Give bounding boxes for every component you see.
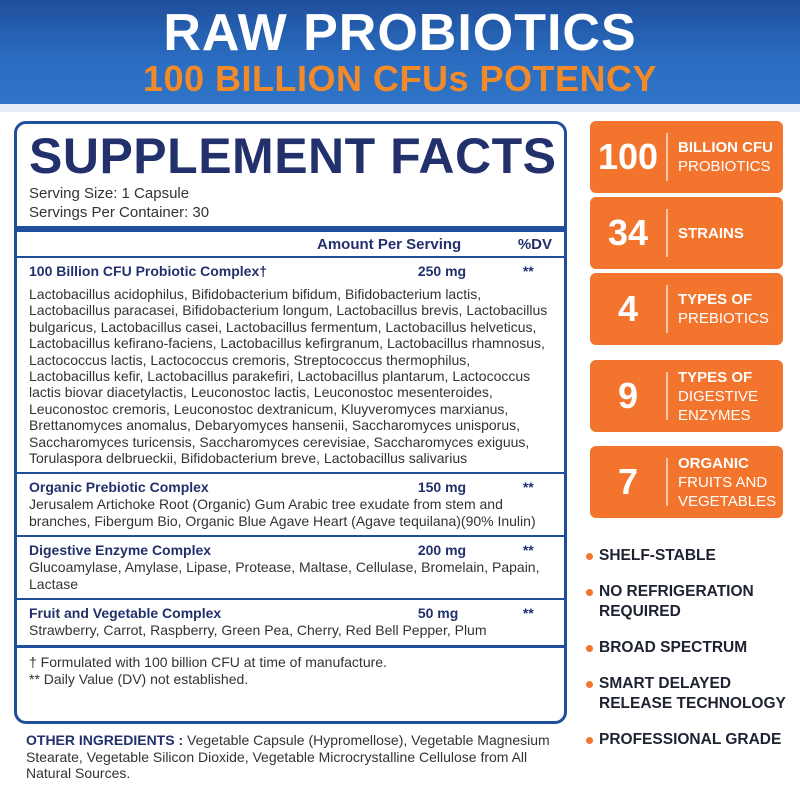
header-divider bbox=[0, 104, 800, 112]
amount-header: Amount Per Serving bbox=[317, 235, 462, 253]
stat-number: 4 bbox=[617, 288, 639, 329]
feature-item bbox=[586, 582, 796, 622]
product-subtitle: 100 BILLION CFUs POTENCY bbox=[142, 58, 658, 99]
product-title: RAW PROBIOTICS bbox=[163, 4, 637, 62]
row-name: Digestive Enzyme Complex bbox=[29, 542, 212, 559]
stat-label-bold: TYPES OF bbox=[678, 368, 753, 386]
stat-label-bold: ORGANIC bbox=[678, 454, 749, 472]
stat-box-enzymes bbox=[590, 360, 783, 432]
row-ingredients: Lactobacillus acidophilus, Bifidobacterium bifidum, Bifidobacterium lactis, Lactobacillus paracasei, Bifidobacterium longum, Lactobacillus brevis, Lactobacillus bulgaricus, Lactobacillus casei, Lactobacillus fermentum, Lactobacillus helveticus, Lactobacillus kefirano-faciens, Lactobacillus kefirgranum, Lactobacillus rhamnosus, Lactococcus lactis, Lactococcus cremoris, Streptococcus thermophilus, Lactobacillus kefir, Lactobacillus parakefiri, Lactobacillus plantarum, Lactococcus lactis biovar diacetylactis, Leuconostoc lactis, Leuconostoc mesenteroides, Leuconostoc cremoris, Leuconostoc dextranicum, Kluyveromyces marxianus, Brettanomyces anomalus, Debaryomyces hansenii, Saccharomyces unisporus, Saccharomyces turicensis, Saccharomyces cerevisiae, Saccharomyces exiguus, Torulaspora delbrueckii, Bifidobacterium breve, Lactobacillus salivarius bbox=[29, 286, 548, 467]
row-ingredients: Strawberry, Carrot, Raspberry, Green Pea, Cherry, Red Bell Pepper, Plum bbox=[29, 622, 487, 639]
stat-box-fruits bbox=[590, 446, 783, 518]
facts-divider bbox=[17, 472, 564, 474]
supplement-facts-panel bbox=[14, 121, 567, 724]
facts-divider bbox=[17, 256, 564, 258]
bullet-icon bbox=[586, 645, 593, 652]
bullet-icon bbox=[586, 681, 593, 688]
stat-label: DIGESTIVE ENZYMES bbox=[678, 387, 759, 424]
other-ingredients-label: OTHER INGREDIENTS : bbox=[26, 732, 184, 748]
servings-per-container: Servings Per Container: 30 bbox=[29, 204, 210, 221]
row-dv: ** bbox=[522, 542, 534, 559]
stat-label: FRUITS AND VEGETABLES bbox=[678, 473, 777, 510]
bullet-icon bbox=[586, 737, 593, 744]
stat-number: 100 bbox=[597, 136, 659, 177]
row-amount: 200 mg bbox=[417, 542, 467, 559]
row-ingredients: Jerusalem Artichoke Root (Organic) Gum Arabic tree exudate from stem and branches, Fibergum Bio, Organic Blue Agave Heart (Agave tequilana)(90% Inulin) bbox=[29, 496, 536, 529]
feature-text: SMART DELAYED RELEASE TECHNOLOGY bbox=[599, 675, 786, 712]
row-ingredients: Glucoamylase, Amylase, Lipase, Protease, Maltase, Cellulase, Bromelain, Papain, Lactase bbox=[29, 559, 540, 592]
stat-label-bold: STRAINS bbox=[678, 224, 744, 242]
footnote-dv: ** Daily Value (DV) not established. bbox=[29, 670, 249, 687]
feature-text: SHELF-STABLE bbox=[599, 547, 716, 564]
row-amount: 50 mg bbox=[417, 605, 459, 622]
facts-row bbox=[29, 541, 552, 598]
serving-size: Serving Size: 1 Capsule bbox=[29, 185, 190, 202]
facts-divider bbox=[17, 598, 564, 600]
row-amount: 150 mg bbox=[417, 479, 467, 496]
feature-item bbox=[586, 638, 796, 658]
row-dv: ** bbox=[522, 605, 534, 622]
stat-number: 7 bbox=[617, 461, 639, 502]
facts-row bbox=[29, 262, 552, 472]
facts-row bbox=[29, 604, 552, 644]
stat-label: PREBIOTICS bbox=[678, 310, 769, 327]
stat-label-bold: BILLION CFU bbox=[678, 139, 773, 156]
dv-header: %DV bbox=[517, 235, 552, 253]
header-banner bbox=[0, 0, 800, 104]
facts-row bbox=[29, 478, 552, 535]
stat-number: 34 bbox=[607, 212, 649, 253]
stat-number: 9 bbox=[617, 375, 639, 416]
stat-label: PROBIOTICS bbox=[678, 158, 771, 175]
footnote-cfu: † Formulated with 100 billion CFU at time of manufacture. bbox=[29, 653, 387, 670]
stat-box-cfu bbox=[590, 121, 783, 193]
row-dv: ** bbox=[522, 263, 534, 279]
footnotes bbox=[29, 654, 552, 688]
facts-title: SUPPLEMENT FACTS bbox=[29, 128, 557, 184]
feature-item bbox=[586, 546, 796, 566]
feature-text: NO REFRIGERATION REQUIRED bbox=[599, 583, 754, 620]
row-name: 100 Billion CFU Probiotic Complex† bbox=[29, 263, 268, 279]
facts-divider-bottom bbox=[17, 645, 564, 648]
column-headers bbox=[29, 232, 552, 256]
other-ingredients-text: Vegetable Capsule (Hypromellose), Vegetable Magnesium Stearate, Vegetable Silicon Dioxide, Vegetable Microcrystalline Cellulose from All Natural Sources. bbox=[26, 732, 550, 781]
feature-list bbox=[586, 546, 796, 750]
row-name: Fruit and Vegetable Complex bbox=[29, 605, 222, 622]
bullet-icon bbox=[586, 553, 593, 560]
facts-divider bbox=[17, 535, 564, 537]
row-amount: 250 mg bbox=[417, 263, 467, 279]
feature-text: PROFESSIONAL GRADE bbox=[599, 731, 782, 748]
feature-item bbox=[586, 730, 796, 750]
feature-item bbox=[586, 674, 796, 714]
row-dv: ** bbox=[522, 479, 534, 496]
stat-box-strains bbox=[590, 197, 783, 269]
stat-box-prebiotics bbox=[590, 273, 783, 345]
row-name: Organic Prebiotic Complex bbox=[29, 479, 209, 496]
bullet-icon bbox=[586, 589, 593, 596]
stat-label-bold: TYPES OF bbox=[678, 291, 753, 308]
other-ingredients bbox=[26, 732, 566, 782]
feature-text: BROAD SPECTRUM bbox=[599, 639, 748, 656]
